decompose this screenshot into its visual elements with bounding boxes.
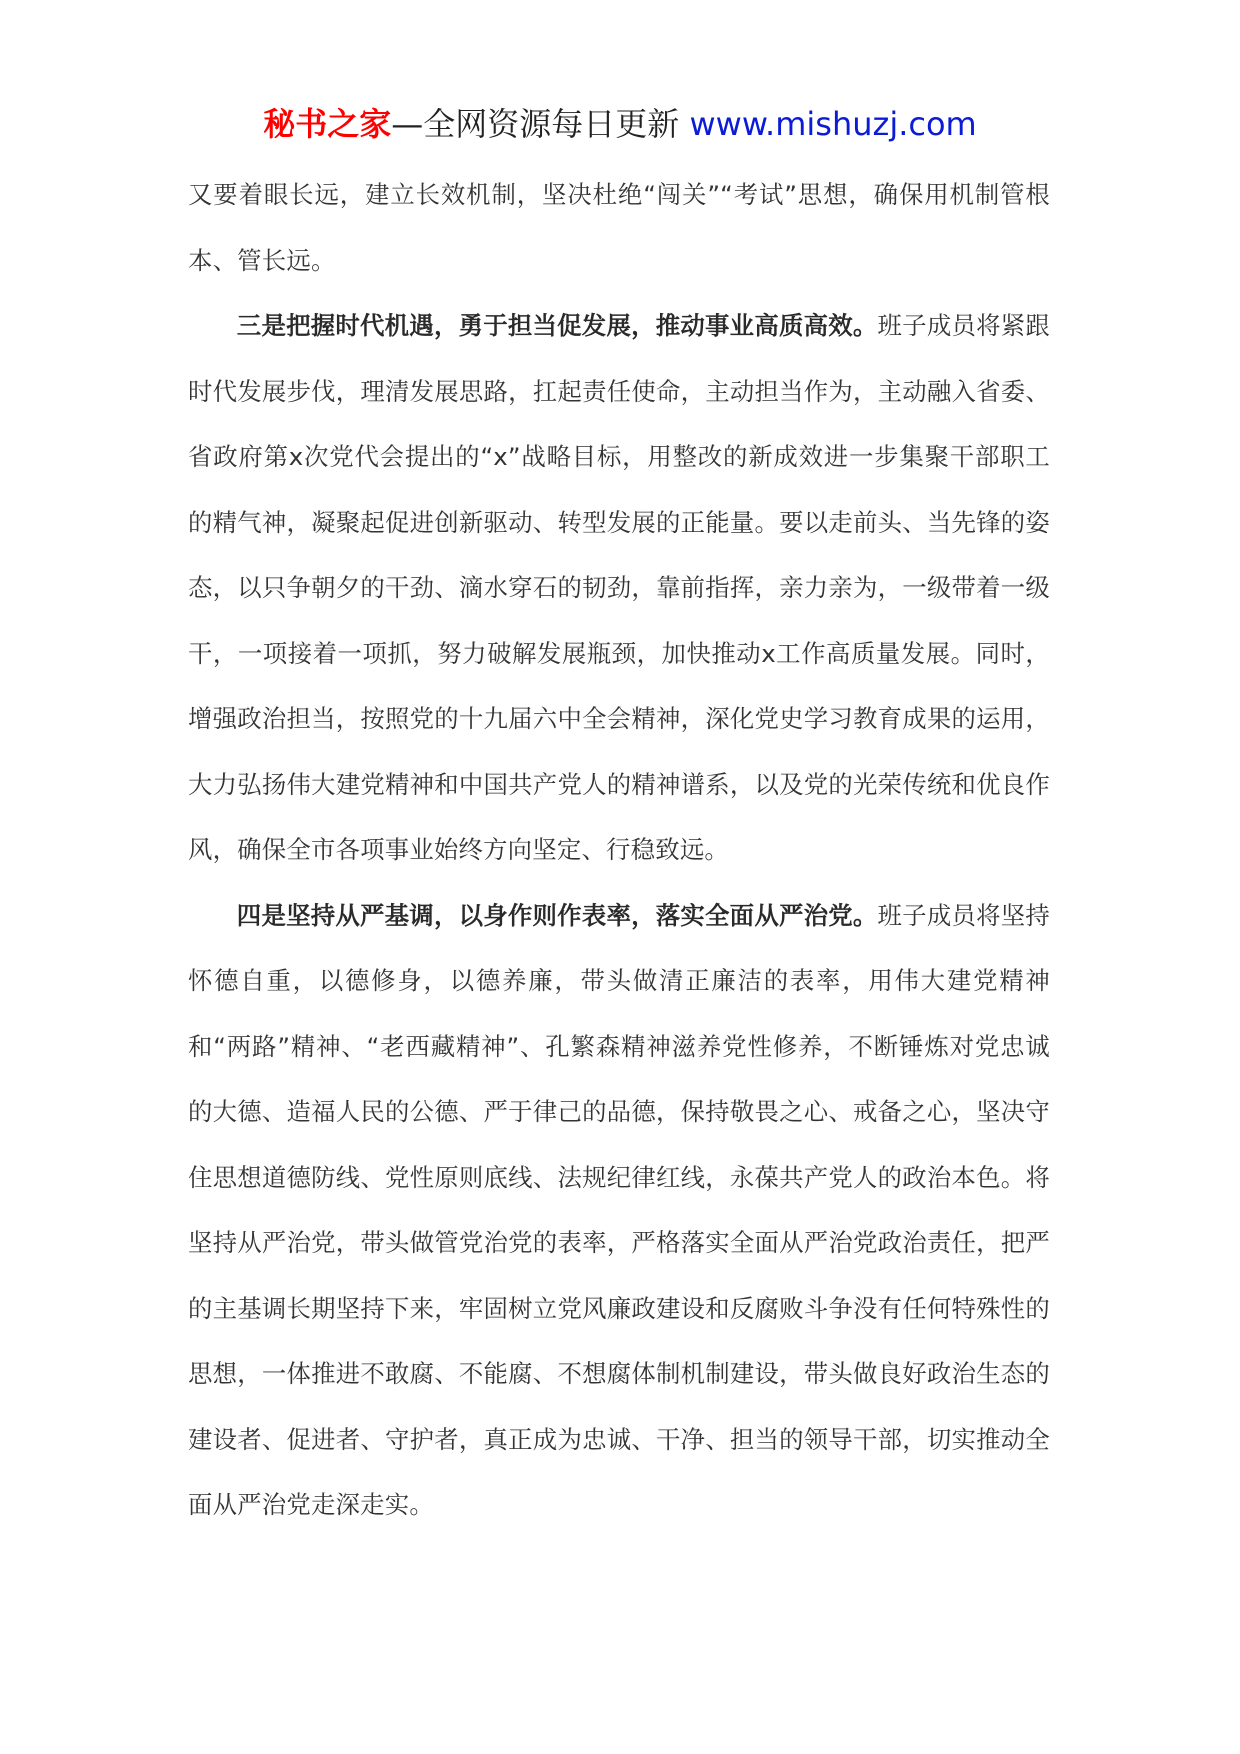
paragraph-text: 班子成员将坚持怀德自重，以德修身，以德养廉，带头做清正廉洁的表率，用伟大建党精神和“两路”精神、“老西藏精神”、孔繁森精神滋养党性修养，不断锤炼对党忠诚的大德、造福人民的公德、严于律己的品德，保持敬畏之心、戒备之心，坚决守住思想道德防线、党性原则底线、法规纪律红线，永葆共产党人的政治本色。将坚持从严治党，带头做管党治党的表率，严格落实全面从严治党政治责任，把严的主基调长期坚持下来，牢固树立党风廉政建设和反腐败斗争没有任何特殊性的思想，一体推进不敢腐、不能腐、不想腐体制机制建设，带头做良好政治生态的建设者、促进者、守护者，真正成为忠诚、干净、担当的领导干部，切实推动全面从严治党走深走实。 — [188, 900, 1051, 1519]
site-header — [0, 100, 1240, 148]
document-body — [188, 162, 1050, 1538]
site-brand: 秘书之家 — [263, 105, 392, 143]
paragraph-three — [188, 293, 1050, 883]
paragraph-lead-heading: 三是把握时代机遇，勇于担当促发展，推动事业高质高效。 — [236, 311, 878, 340]
paragraph-continuation — [188, 162, 1050, 293]
site-url-link[interactable]: www.mishuzj.com — [689, 105, 977, 143]
site-tagline: —全网资源每日更新 — [391, 105, 680, 143]
paragraph-text: 又要着眼长远，建立长效机制，坚决杜绝“闯关”“考试”思想，确保用机制管根本、管长远。 — [188, 180, 1050, 275]
paragraph-four — [188, 883, 1050, 1538]
paragraph-lead-heading: 四是坚持从严基调，以身作则作表率，落实全面从严治党。 — [236, 900, 878, 930]
paragraph-text: 班子成员将紧跟时代发展步伐，理清发展思路，扛起责任使命，主动担当作为，主动融入省委、省政府第x次党代会提出的“x”战略目标，用整改的新成效进一步集聚干部职工的精气神，凝聚起促进创新驱动、转型发展的正能量。要以走前头、当先锋的姿态，以只争朝夕的干劲、滴水穿石的韧劲，靠前指挥，亲力亲为，一级带着一级干，一项接着一项抓，努力破解发展瓶颈，加快推动x工作高质量发展。同时，增强政治担当，按照党的十九届六中全会精神，深化党史学习教育成果的运用，大力弘扬伟大建党精神和中国共产党人的精神谱系，以及党的光荣传统和优良作风，确保全市各项事业始终方向坚定、行稳致远。 — [188, 311, 1051, 864]
